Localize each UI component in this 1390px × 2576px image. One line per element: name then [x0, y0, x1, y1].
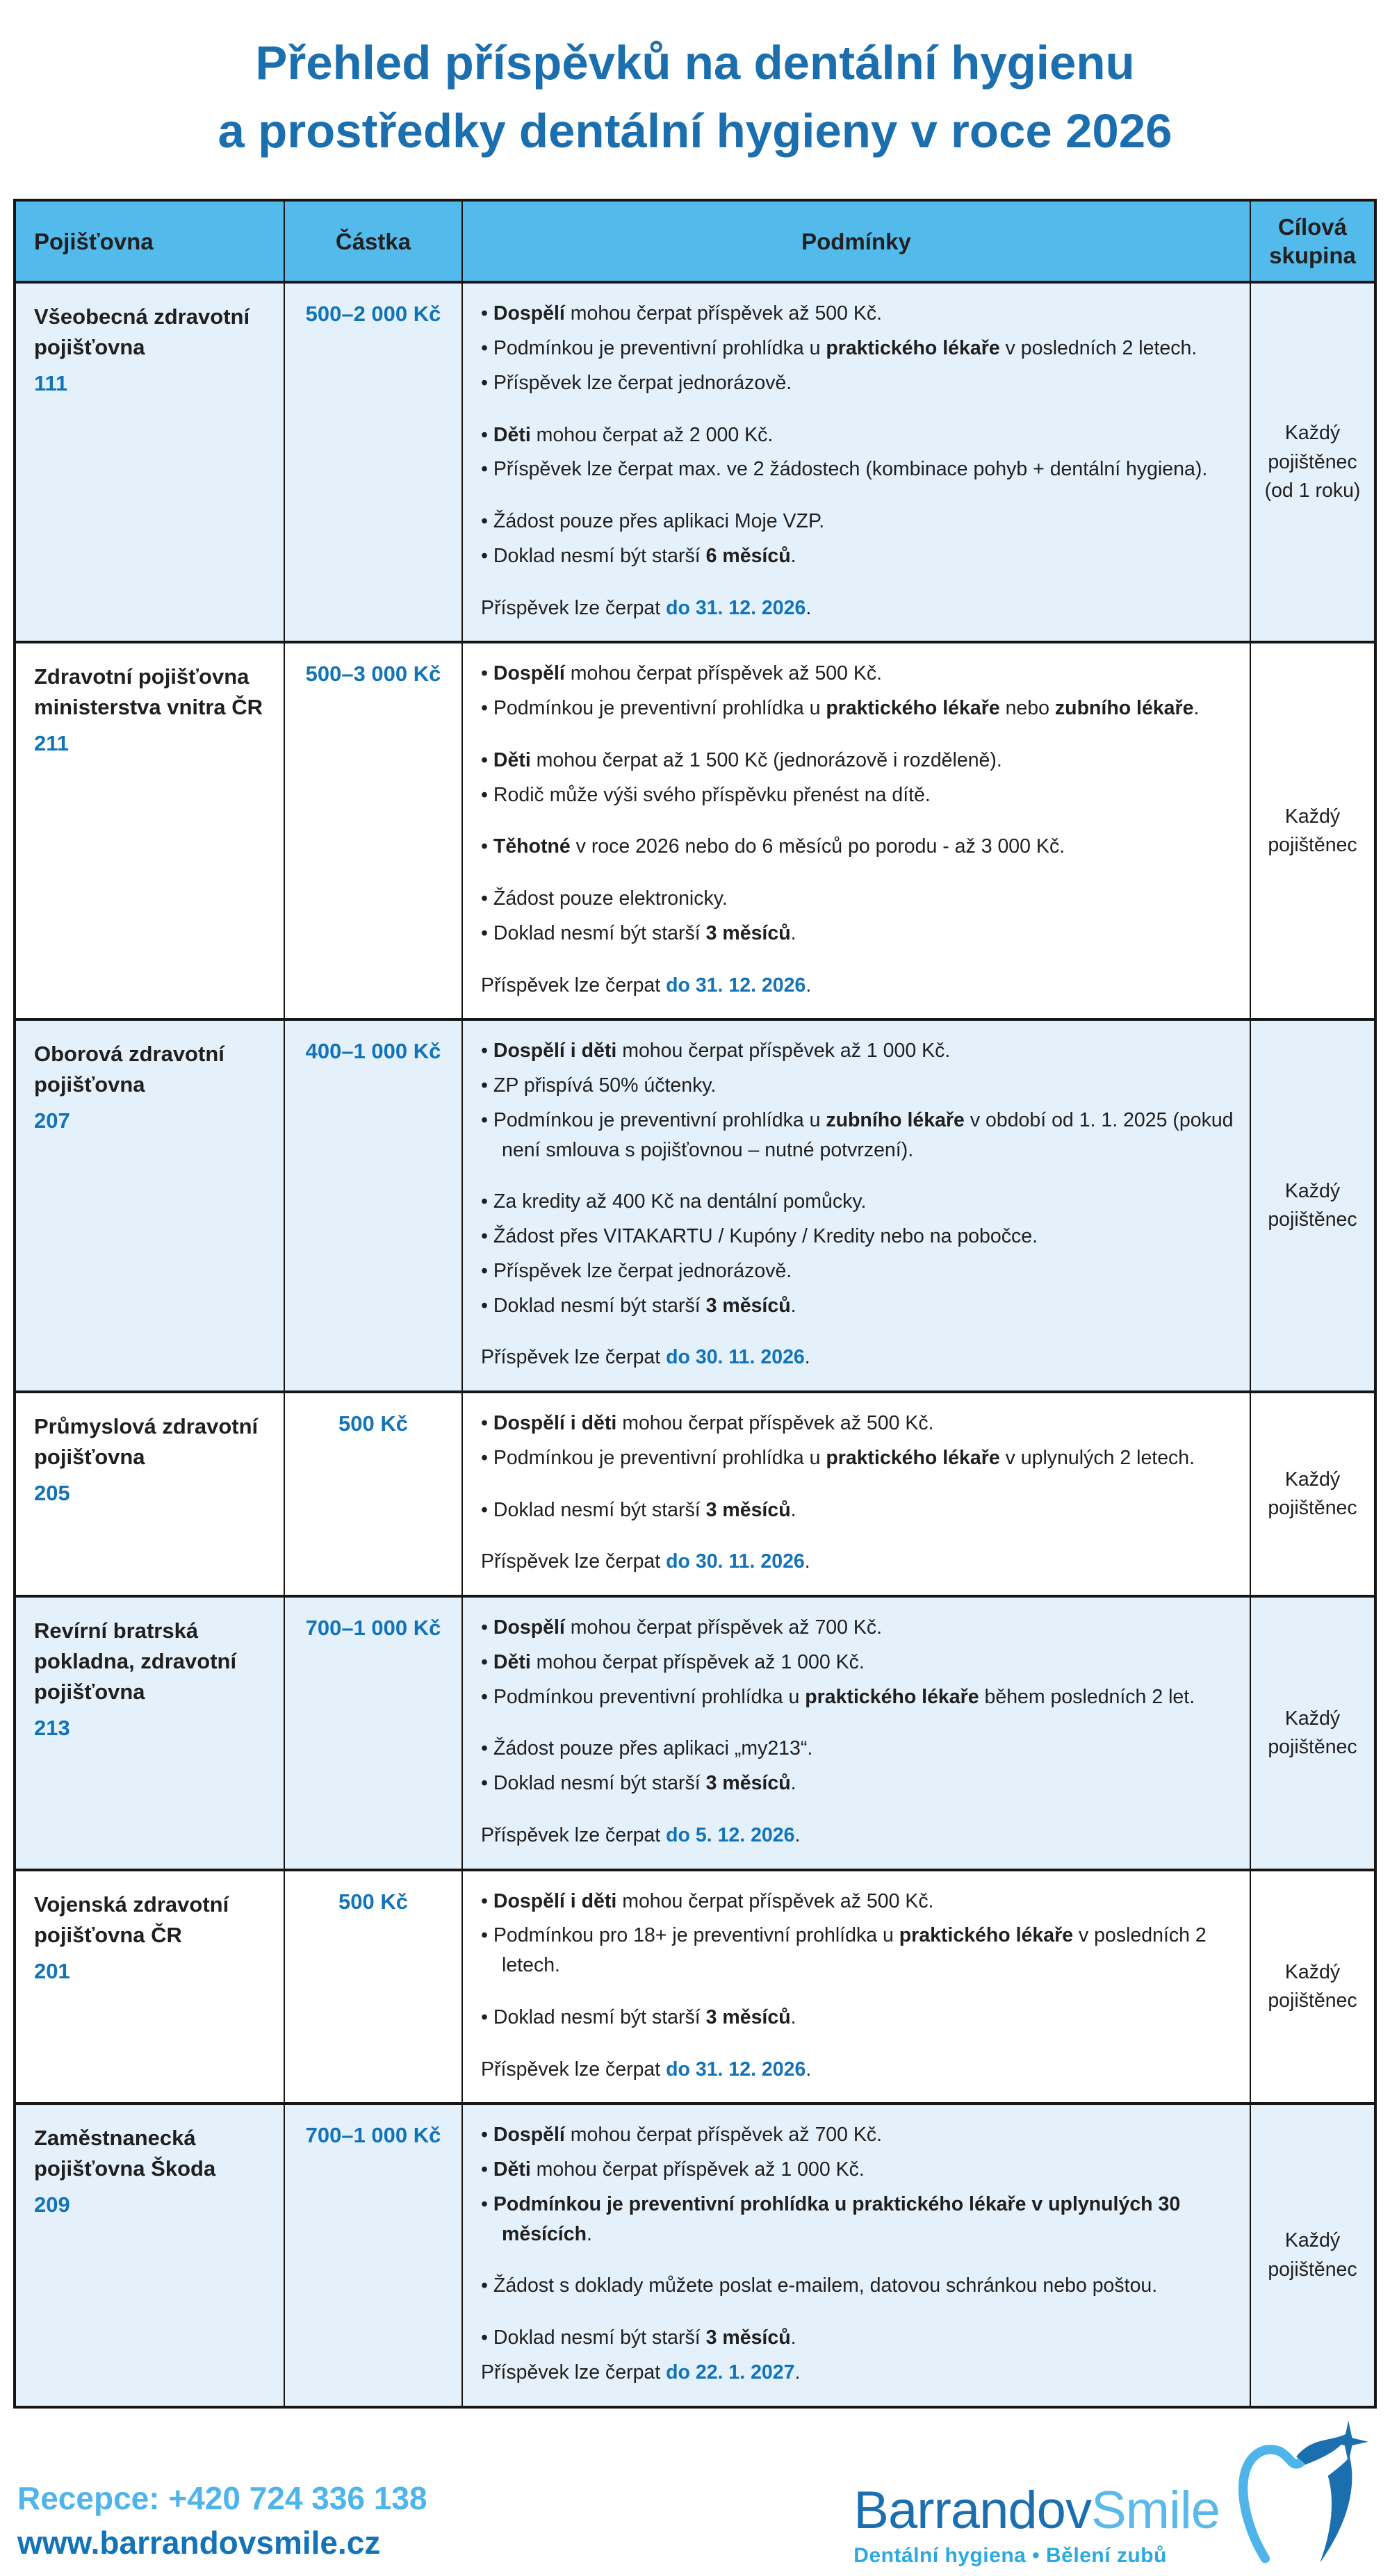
bullet-icon: •: [481, 1685, 493, 1708]
bullet-icon: •: [481, 1772, 493, 1795]
condition-item: [481, 694, 1234, 723]
bullet-icon: •: [481, 423, 493, 446]
table-row: [15, 2103, 1375, 2406]
condition-text: praktického lékaře: [826, 697, 1000, 720]
conditions-cell: [462, 282, 1250, 642]
condition-text: 3 měsíců: [705, 1772, 791, 1795]
bullet-icon: •: [481, 1040, 493, 1063]
condition-note: [481, 1343, 1234, 1372]
insurer-code: 111: [34, 371, 68, 396]
condition-text: Příspěvek lze čerpat: [481, 1823, 667, 1846]
condition-text: Těhotné: [493, 835, 571, 858]
condition-text: 6 měsíců: [705, 544, 791, 567]
insurer-code: 205: [34, 1481, 70, 1506]
brand-tagline: Dentální hygiena • Bělení zubů: [853, 2543, 1167, 2567]
conditions-cell: [462, 2103, 1250, 2406]
insurer-name-line: Všeobecná zdravotní: [34, 304, 250, 329]
bullet-icon: •: [481, 2192, 493, 2215]
bullet-icon: •: [481, 1737, 493, 1760]
brand-name: [853, 2480, 1220, 2540]
bullet-icon: •: [481, 1446, 493, 1469]
condition-item: [481, 1921, 1234, 1980]
condition-text: Příspěvek lze čerpat jednorázově.: [493, 1259, 792, 1282]
insurer-name: [34, 2123, 271, 2184]
condition-item: [481, 919, 1234, 949]
condition-text: Příspěvek lze čerpat max. ve 2 žádostech (kombinace pohyb + dentální hygiena).: [493, 458, 1208, 481]
bullet-icon: •: [481, 337, 493, 360]
condition-item: [481, 1769, 1234, 1798]
condition-text: Příspěvek lze čerpat: [481, 1550, 667, 1573]
table-header: [15, 200, 1375, 283]
condition-text: Podmínkou je preventivní prohlídka u: [493, 697, 826, 720]
condition-note: [481, 971, 1234, 1001]
condition-item: [481, 1222, 1234, 1252]
bullet-icon: •: [481, 783, 493, 806]
bullet-icon: •: [481, 302, 493, 325]
condition-text: v roce 2026 nebo do 6 měsíců po porodu - až 3 000 Kč.: [570, 835, 1065, 858]
insurer-name-line: pojišťovna: [34, 335, 145, 360]
condition-text: v období od 1. 1. 2025 (pokud není smlouva s pojišťovnou – nutné potvrzení).: [502, 1108, 1234, 1161]
target-group-cell: [1250, 642, 1375, 1019]
insurer-name-line: Oborová zdravotní: [34, 1042, 224, 1067]
condition-item: [481, 2271, 1234, 2301]
insurer-name: [34, 302, 271, 363]
condition-text: ZP přispívá 50% účtenky.: [493, 1074, 717, 1097]
insurer-name-line: pokladna, zdravotní: [34, 1649, 237, 1674]
amount-value: 700–1 000 Kč: [305, 1616, 441, 1641]
bullet-icon: •: [481, 921, 493, 944]
insurer-name-line: pojišťovna ČR: [34, 1922, 182, 1947]
brand-name-part1: Barrandov: [853, 2480, 1091, 2540]
insurer-name-line: Průmyslová zdravotní: [34, 1414, 259, 1439]
condition-text: .: [806, 596, 812, 619]
condition-text: Děti: [493, 1650, 531, 1673]
condition-text: do 31. 12. 2026: [666, 2058, 806, 2081]
insurer-code: 209: [34, 2192, 70, 2217]
bullet-icon: •: [481, 1225, 493, 1248]
page-title: [21, 29, 1369, 165]
bullet-icon: •: [481, 1616, 493, 1639]
amount-cell: [284, 1392, 462, 1596]
condition-text: .: [790, 544, 796, 567]
website-url[interactable]: www.barrandovsmile.cz: [17, 2524, 381, 2561]
target-group-line: Každý: [1284, 805, 1341, 828]
insurer-name: [34, 1411, 271, 1472]
condition-text: Dospělí i děti: [493, 1040, 617, 1063]
condition-text: .: [804, 1346, 810, 1369]
contact-block: [17, 2479, 427, 2571]
amount-cell: [284, 1870, 462, 2104]
insurer-name: [34, 662, 271, 723]
insurer-name-line: Zaměstnanecká: [34, 2126, 196, 2151]
condition-item: [481, 832, 1234, 862]
condition-item: [481, 299, 1234, 329]
condition-text: .: [794, 1823, 801, 1846]
condition-text: Příspěvek lze čerpat jednorázově.: [493, 371, 792, 394]
bullet-icon: •: [481, 1924, 493, 1947]
table-row: [15, 282, 1375, 642]
condition-text: .: [790, 1772, 796, 1795]
condition-text: Příspěvek lze čerpat: [481, 974, 667, 996]
target-group-cell: [1250, 1019, 1375, 1392]
target-group-line: Každý: [1284, 1468, 1341, 1491]
condition-item: [481, 1036, 1234, 1066]
condition-text: .: [806, 974, 812, 996]
condition-text: do 31. 12. 2026: [666, 974, 806, 996]
column-header-target-group: Cílová skupina: [1250, 200, 1375, 283]
insurer-name-line: pojišťovna: [34, 1445, 145, 1470]
condition-item: [481, 368, 1234, 398]
page-title-line2: a prostředky dentální hygieny v roce 2026: [218, 104, 1172, 158]
bullet-icon: •: [481, 544, 493, 567]
table-row: [15, 1596, 1375, 1870]
bullet-icon: •: [481, 887, 493, 910]
bullet-icon: •: [481, 2005, 493, 2028]
tooth-sparkle-icon: [1227, 2413, 1373, 2576]
amount-value: 700–1 000 Kč: [305, 2123, 441, 2148]
column-header-insurer: Pojišťovna: [15, 200, 284, 283]
amount-cell: [284, 2103, 462, 2406]
target-group-line: pojištěnec: [1268, 1990, 1357, 2012]
conditions-cell: [462, 642, 1250, 1019]
target-group-line: Každý: [1284, 422, 1341, 445]
target-group-line: pojištěnec: [1268, 1735, 1357, 1758]
insurer-cell: [15, 1870, 284, 2104]
condition-text: do 30. 11. 2026: [666, 1346, 805, 1369]
condition-text: Doklad nesmí být starší: [493, 544, 706, 567]
condition-item: [481, 1648, 1234, 1677]
reception-phone: Recepce: +420 724 336 138: [17, 2480, 427, 2517]
bullet-icon: •: [481, 2124, 493, 2147]
condition-item: [481, 1682, 1234, 1712]
insurer-name-line: Revírní bratrská: [34, 1618, 199, 1643]
bullet-icon: •: [481, 2327, 493, 2349]
amount-value: 400–1 000 Kč: [305, 1039, 441, 1064]
insurer-name-line: pojišťovna: [34, 1680, 145, 1705]
target-group-line: pojištěnec: [1268, 1497, 1357, 1520]
condition-text: Děti: [493, 748, 531, 771]
condition-text: .: [790, 1498, 796, 1521]
condition-text: mohou čerpat příspěvek až 500 Kč.: [616, 1889, 934, 1912]
condition-text: praktického lékaře: [826, 337, 1000, 360]
insurer-name: [34, 1616, 271, 1707]
condition-text: 3 měsíců: [705, 2327, 791, 2349]
bullet-icon: •: [481, 662, 493, 685]
condition-text: mohou čerpat příspěvek až 500 Kč.: [564, 662, 883, 685]
condition-note: [481, 2358, 1234, 2388]
bullet-icon: •: [481, 1412, 493, 1435]
bullet-icon: •: [481, 458, 493, 481]
bullet-icon: •: [481, 697, 493, 720]
condition-item: [481, 2190, 1234, 2249]
condition-text: Dospělí i děti: [493, 1889, 617, 1912]
target-group-line: pojištěnec: [1268, 833, 1357, 856]
condition-item: [481, 1291, 1234, 1321]
condition-text: .: [794, 2361, 801, 2384]
target-group-line: Každý: [1284, 1707, 1341, 1730]
condition-text: mohou čerpat příspěvek až 1 000 Kč.: [616, 1040, 951, 1063]
amount-cell: [284, 1019, 462, 1392]
column-header-conditions: Podmínky: [462, 200, 1250, 283]
bullet-icon: •: [481, 510, 493, 533]
condition-text: mohou čerpat příspěvek až 1 000 Kč.: [530, 1650, 865, 1673]
condition-text: do 31. 12. 2026: [666, 596, 806, 619]
condition-text: mohou čerpat příspěvek až 500 Kč.: [616, 1412, 934, 1435]
table-body: [15, 282, 1375, 2406]
amount-value: 500–3 000 Kč: [305, 662, 441, 687]
target-group-line: Každý: [1284, 1180, 1341, 1202]
table-row: [15, 1870, 1375, 2104]
condition-item: [481, 1071, 1234, 1101]
target-group-cell: [1250, 2103, 1375, 2406]
condition-text: Dospělí: [493, 662, 565, 685]
condition-text: zubního lékaře: [826, 1108, 965, 1131]
condition-text: Doklad nesmí být starší: [493, 2005, 706, 2028]
condition-text: Podmínkou je preventivní prohlídka u praktického lékaře v uplynulých 30 měsících: [493, 2192, 1181, 2245]
condition-text: Příspěvek lze čerpat: [481, 596, 667, 619]
condition-text: mohou čerpat příspěvek až 700 Kč.: [564, 1616, 883, 1639]
insurer-cell: [15, 2103, 284, 2406]
insurer-name: [34, 1889, 271, 1951]
condition-item: [481, 1106, 1234, 1165]
condition-item: [481, 2323, 1234, 2353]
condition-item: [481, 780, 1234, 810]
bullet-icon: •: [481, 1650, 493, 1673]
amount-value: 500 Kč: [338, 1889, 408, 1914]
condition-text: .: [587, 2222, 592, 2245]
condition-text: Podmínkou je preventivní prohlídka u: [493, 337, 826, 360]
condition-text: během posledních 2 let.: [979, 1685, 1195, 1708]
condition-text: do 22. 1. 2027: [666, 2361, 795, 2384]
condition-text: .: [790, 1294, 796, 1317]
condition-text: Podmínkou pro 18+ je preventivní prohlídka u: [493, 1924, 899, 1947]
condition-text: mohou čerpat příspěvek až 1 000 Kč.: [530, 2158, 865, 2181]
condition-note: [481, 2055, 1234, 2085]
bullet-icon: •: [481, 835, 493, 858]
condition-text: Doklad nesmí být starší: [493, 1772, 706, 1795]
condition-text: .: [804, 1550, 810, 1573]
conditions-cell: [462, 1596, 1250, 1870]
insurer-code: 207: [34, 1108, 70, 1133]
condition-item: [481, 1887, 1234, 1917]
condition-text: Doklad nesmí být starší: [493, 1294, 706, 1317]
target-group-line: pojištěnec: [1268, 450, 1357, 473]
condition-text: mohou čerpat až 2 000 Kč.: [530, 423, 774, 446]
condition-text: 3 měsíců: [705, 1498, 791, 1521]
condition-note: [481, 593, 1234, 623]
condition-text: Dospělí: [493, 1616, 565, 1639]
condition-text: praktického lékaře: [899, 1924, 1074, 1947]
bullet-icon: •: [481, 1294, 493, 1317]
bullet-icon: •: [481, 371, 493, 394]
condition-item: [481, 884, 1234, 914]
bullet-icon: •: [481, 2274, 493, 2297]
condition-item: [481, 1613, 1234, 1643]
condition-text: praktického lékaře: [805, 1685, 979, 1708]
bullet-icon: •: [481, 1889, 493, 1912]
condition-text: 3 měsíců: [705, 921, 791, 944]
target-group-line: pojištěnec: [1268, 2258, 1357, 2281]
insurance-benefits-table: [13, 199, 1377, 2409]
condition-text: mohou čerpat příspěvek až 700 Kč.: [564, 2124, 883, 2147]
condition-item: [481, 2003, 1234, 2033]
brand-text: [853, 2480, 1220, 2572]
condition-item: [481, 2120, 1234, 2150]
condition-item: [481, 507, 1234, 536]
condition-text: Žádost pouze přes aplikaci Moje VZP.: [493, 510, 825, 533]
target-group-line: Každý: [1284, 1960, 1341, 1983]
bullet-icon: •: [481, 1074, 493, 1097]
target-group-cell: [1250, 282, 1375, 642]
condition-item: [481, 420, 1234, 450]
condition-item: [481, 454, 1234, 484]
target-group-cell: [1250, 1392, 1375, 1596]
condition-text: Rodič může výši svého příspěvku přenést na dítě.: [493, 783, 931, 806]
condition-text: mohou čerpat až 1 500 Kč (jednorázově i rozděleně).: [530, 748, 1002, 771]
insurer-name-line: pojišťovna Škoda: [34, 2156, 216, 2181]
condition-item: [481, 659, 1234, 689]
condition-text: v uplynulých 2 letech.: [999, 1446, 1195, 1469]
condition-item: [481, 1734, 1234, 1764]
insurer-cell: [15, 1019, 284, 1392]
target-group-line: pojištěnec: [1268, 1208, 1357, 1231]
bullet-icon: •: [481, 1259, 493, 1282]
table-row: [15, 1392, 1375, 1596]
condition-item: [481, 541, 1234, 571]
condition-text: Dospělí: [493, 2124, 565, 2147]
page-footer: [15, 2409, 1375, 2572]
target-group-line: Každý: [1284, 2229, 1341, 2252]
condition-text: Žádost s doklady můžete poslat e-mailem, datovou schránkou nebo poštou.: [493, 2274, 1158, 2297]
insurer-cell: [15, 1392, 284, 1596]
conditions-cell: [462, 1019, 1250, 1392]
condition-text: Doklad nesmí být starší: [493, 921, 706, 944]
condition-note: [481, 1821, 1234, 1851]
insurer-code: 213: [34, 1716, 70, 1741]
condition-text: v posledních 2 letech.: [502, 1924, 1207, 1977]
bullet-icon: •: [481, 1498, 493, 1521]
condition-text: Za kredity až 400 Kč na dentální pomůcky.: [493, 1190, 867, 1213]
insurer-name-line: ministerstva vnitra ČR: [34, 695, 263, 720]
condition-text: Podmínkou je preventivní prohlídka u: [493, 1108, 826, 1131]
insurer-code: 211: [34, 731, 70, 756]
condition-text: Podmínkou preventivní prohlídka u: [493, 1685, 806, 1708]
condition-text: Děti: [493, 2158, 531, 2181]
condition-text: Doklad nesmí být starší: [493, 2327, 706, 2349]
condition-item: [481, 2155, 1234, 2185]
condition-text: Žádost přes VITAKARTU / Kupóny / Kredity nebo na pobočce.: [493, 1225, 1038, 1248]
condition-item: [481, 1495, 1234, 1525]
bullet-icon: •: [481, 748, 493, 771]
condition-text: Podmínkou je preventivní prohlídka u: [493, 1446, 826, 1469]
condition-item: [481, 1443, 1234, 1473]
table-row: [15, 642, 1375, 1019]
amount-value: 500 Kč: [338, 1411, 408, 1436]
brand-logo: [853, 2409, 1373, 2572]
condition-text: .: [790, 2327, 796, 2349]
target-group-cell: [1250, 1596, 1375, 1870]
insurer-name-line: Zdravotní pojišťovna: [34, 664, 250, 689]
condition-text: Žádost pouze elektronicky.: [493, 887, 728, 910]
condition-text: do 30. 11. 2026: [666, 1550, 805, 1573]
amount-cell: [284, 1596, 462, 1870]
insurer-cell: [15, 282, 284, 642]
brand-name-part2: Smile: [1090, 2480, 1220, 2540]
conditions-cell: [462, 1870, 1250, 2104]
condition-text: Děti: [493, 423, 531, 446]
condition-item: [481, 1187, 1234, 1217]
condition-text: praktického lékaře: [826, 1446, 1000, 1469]
condition-text: do 5. 12. 2026: [666, 1823, 795, 1846]
condition-text: 3 měsíců: [705, 1294, 791, 1317]
condition-note: [481, 1547, 1234, 1577]
insurer-name-line: pojišťovna: [34, 1072, 145, 1097]
insurer-cell: [15, 1596, 284, 1870]
condition-text: Příspěvek lze čerpat: [481, 1346, 667, 1369]
condition-text: zubního lékaře: [1054, 697, 1194, 720]
condition-text: .: [806, 2058, 812, 2081]
condition-text: Příspěvek lze čerpat: [481, 2361, 667, 2384]
condition-text: .: [790, 2005, 796, 2028]
condition-text: Příspěvek lze čerpat: [481, 2058, 667, 2081]
table-row: [15, 1019, 1375, 1392]
condition-text: Dospělí i děti: [493, 1412, 617, 1435]
amount-cell: [284, 642, 462, 1019]
condition-item: [481, 1409, 1234, 1438]
bullet-icon: •: [481, 2158, 493, 2181]
condition-text: 3 měsíců: [705, 2005, 791, 2028]
target-group-cell: [1250, 1870, 1375, 2104]
target-group-line: (od 1 roku): [1264, 479, 1361, 502]
condition-text: Doklad nesmí být starší: [493, 1498, 706, 1521]
amount-value: 500–2 000 Kč: [305, 302, 441, 327]
insurer-code: 201: [34, 1958, 70, 1983]
amount-cell: [284, 282, 462, 642]
condition-text: Žádost pouze přes aplikaci „my213“.: [493, 1737, 813, 1760]
condition-text: mohou čerpat příspěvek až 500 Kč.: [564, 302, 883, 325]
page-title-line1: Přehled příspěvků na dentální hygienu: [255, 36, 1135, 90]
insurer-cell: [15, 642, 284, 1019]
condition-text: .: [1193, 697, 1200, 720]
column-header-amount: Částka: [284, 200, 462, 283]
condition-item: [481, 334, 1234, 363]
insurer-name: [34, 1039, 271, 1100]
insurer-name-line: Vojenská zdravotní: [34, 1892, 229, 1917]
condition-text: v posledních 2 letech.: [999, 337, 1197, 360]
bullet-icon: •: [481, 1108, 493, 1131]
bullet-icon: •: [481, 1190, 493, 1213]
condition-item: [481, 1256, 1234, 1286]
condition-text: nebo: [999, 697, 1055, 720]
condition-text: .: [790, 921, 796, 944]
condition-item: [481, 746, 1234, 776]
conditions-cell: [462, 1392, 1250, 1596]
condition-text: Dospělí: [493, 302, 565, 325]
